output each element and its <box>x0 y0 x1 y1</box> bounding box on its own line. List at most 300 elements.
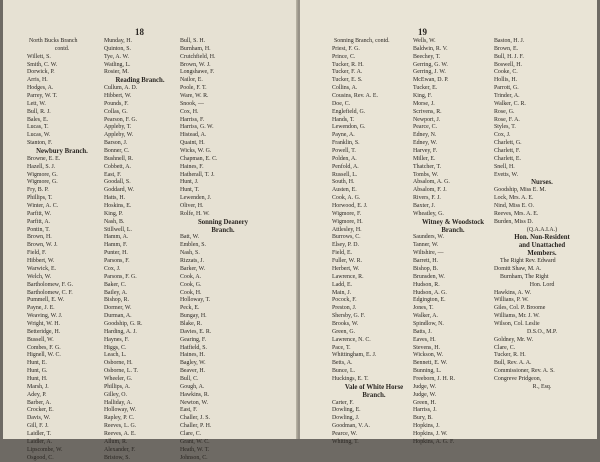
list-item: Parrott, G. <box>494 85 519 92</box>
list-item: Tucker, R. H. <box>332 61 364 68</box>
name-column <box>332 38 416 447</box>
list-item: Stanton, F. <box>27 140 53 147</box>
list-item: Lipscombe, W. <box>27 446 63 453</box>
list-item: Brown, W. J. <box>180 61 211 68</box>
list-item: Bishop, R. <box>104 297 130 304</box>
list-item: Hopkins, A. G. F. <box>413 438 455 445</box>
list-item: Morse, J. <box>413 100 435 107</box>
list-item: Peck, E. <box>180 305 200 312</box>
list-item: Hibbert, W. <box>104 93 132 100</box>
list-item: Bury, B. <box>413 415 433 422</box>
list-item: The Right Rev. Edward <box>500 258 556 265</box>
list-item: Austen, E. <box>332 187 357 194</box>
list-item: Warwick, E. <box>27 265 57 272</box>
section-heading: Reading Branch. <box>115 77 165 85</box>
list-item: Nind, Miss E. O. <box>494 203 534 210</box>
list-item: Rose, G. <box>494 108 515 115</box>
list-item: Hoskins, E. <box>104 203 132 210</box>
section-heading: Members. <box>527 250 557 258</box>
list-item: Willians, P. W. <box>494 297 529 304</box>
list-item: Harriss, G. W. <box>180 124 214 131</box>
list-item: Burden, Miss D. <box>494 218 533 225</box>
list-item: Penfold, A. <box>332 163 359 170</box>
list-item: Davies, E. R. <box>180 328 212 335</box>
list-item: Barrett, H. <box>413 258 439 265</box>
list-item: Franklin, S. <box>332 140 360 147</box>
list-item: Prince, C. <box>332 53 356 60</box>
list-item: Elsey, P. D. <box>332 242 359 249</box>
list-item: Oliver, H. <box>180 203 204 210</box>
list-item: Cook, H. <box>180 289 202 296</box>
list-item: Freeborn, J. H. R. <box>413 375 456 382</box>
list-item: Pocock, F. <box>332 297 357 304</box>
list-item: Hon. Lord <box>529 281 555 288</box>
list-item: Lawrence, N. C. <box>332 336 371 343</box>
list-item: Brown, W. J. <box>27 242 58 249</box>
list-item: Holloway, T. <box>180 297 211 304</box>
list-item: Appleby, W. <box>104 132 134 139</box>
section-heading: Branch. <box>441 226 465 234</box>
list-item: Sonning Branch, contd. <box>334 38 390 44</box>
list-item: Tucker, E. S. <box>332 77 363 84</box>
list-item: Hawkins, A. W. <box>494 289 532 296</box>
list-item: Main, J. <box>332 289 352 296</box>
list-item: King, F. <box>413 93 433 100</box>
list-item: Combes, F. G. <box>27 344 61 351</box>
list-item: Wiltshire, — <box>413 250 444 257</box>
list-item: Williams, Mr. J. W. <box>494 313 540 320</box>
list-item: Quinton, S. <box>104 45 132 52</box>
list-item: Bull, S. H. <box>180 38 206 44</box>
list-item: Field, F. <box>27 250 47 257</box>
page-number: 19 <box>418 27 427 37</box>
list-item: Challer, P. H. <box>180 423 212 430</box>
section-heading: and Unattached <box>518 242 566 250</box>
list-item: (Q.A.A.I.A.) <box>526 226 558 233</box>
list-item: Stevens, H. <box>413 344 440 351</box>
list-item: East, F. <box>180 407 198 414</box>
list-item: Gerring, G. W. <box>413 61 448 68</box>
list-item: Hazell, S. J. <box>27 163 56 170</box>
list-item: Snell, H. <box>494 163 515 170</box>
list-item: Harvey, F. <box>413 148 438 155</box>
list-item: Field, E. <box>332 250 353 257</box>
list-item: Nailor, E. <box>180 77 203 84</box>
section-heading: Branch. <box>211 226 235 234</box>
list-item: Walker, C. R. <box>494 100 526 107</box>
list-item: Bartholomew, F. G. <box>27 281 74 288</box>
list-item: Beaver, H. <box>180 368 206 375</box>
list-item: Cousins, Rev. A. E. <box>332 93 378 100</box>
list-item: Hunt, J. <box>180 179 199 186</box>
list-item: Baxter, J. <box>413 203 436 210</box>
list-item: Pace, T. <box>332 344 351 351</box>
list-item: Hatherall, T. J. <box>180 171 215 178</box>
list-item: Weaving, W. J. <box>27 313 63 320</box>
list-item: Collas, G. <box>104 108 128 115</box>
list-item: Bunning, L. <box>413 368 442 375</box>
list-item: Hawkins, R. <box>180 391 210 398</box>
list-item: Charlett, G. <box>494 140 522 147</box>
list-item: Bull, Rev. A. A. <box>494 360 532 367</box>
list-item: Hudson, R. <box>413 281 440 288</box>
list-item: Cook, A. G. <box>332 195 361 202</box>
name-column <box>27 38 97 462</box>
list-item: Harding, A. J. <box>104 328 137 335</box>
list-item: Haines, F. <box>180 163 204 170</box>
list-item: Hignell, W. C. <box>27 352 61 359</box>
list-item: Tanner, W. <box>413 242 439 249</box>
list-item: Cox, H. <box>180 108 199 115</box>
list-item: Barker, W. <box>180 265 206 272</box>
list-item: Cox, J. <box>104 265 121 272</box>
list-item: Brown, E. <box>494 45 519 52</box>
list-item: Marsh, J. <box>27 383 49 390</box>
list-item: Batts, J. <box>413 328 432 335</box>
list-item: Englefield, G. <box>332 108 366 115</box>
list-item: Lewenden, J. <box>180 195 212 202</box>
left-page <box>3 0 299 461</box>
list-item: Rosier, M. <box>104 69 129 76</box>
list-item: Thatcher, T. <box>413 163 442 170</box>
list-item: Smith, C. W. <box>27 61 58 68</box>
list-item: Dowling, E. <box>332 407 361 414</box>
name-column <box>104 38 176 462</box>
list-item: Gill, F. J. <box>27 423 49 430</box>
list-item: Hunt, E. <box>27 360 47 367</box>
list-item: Hamm, F. <box>104 242 128 249</box>
list-item: Dorwick, P. <box>27 69 55 76</box>
list-item: Bull, H. J. F. <box>494 53 524 60</box>
list-item: Lett, W. <box>27 100 46 107</box>
list-item: Giles, Col. P. Broome <box>494 305 546 312</box>
list-item: Tye, A. W. <box>104 53 129 60</box>
list-item: Boswell, H. <box>494 61 522 68</box>
list-item: Bailey, A. <box>104 289 128 296</box>
list-item: Baker, C. <box>104 281 127 288</box>
list-item: Bonner, C. <box>104 148 130 155</box>
list-item: Laidler, A. <box>27 438 53 445</box>
list-item: Tucker, R. H. <box>494 352 526 359</box>
list-item: Reeves, A. E. <box>104 430 136 437</box>
list-item: contd. <box>54 45 70 52</box>
list-item: Parsons, F. <box>104 258 130 265</box>
list-item: Pearson, F. G. <box>104 116 138 123</box>
list-item: Polden, A. <box>332 155 357 162</box>
list-item: Nash, S. <box>180 250 200 257</box>
list-item: Huckings, E. T. <box>332 375 369 382</box>
list-item: Miller, E. <box>413 155 436 162</box>
list-item: Cullum, A. D. <box>104 85 138 92</box>
list-item: Absalom, A. G. <box>413 179 450 186</box>
list-item: North Bucks Branch <box>29 38 78 44</box>
list-item: Saunders, W. <box>413 234 444 241</box>
list-item: South, H. <box>332 179 355 186</box>
list-item: Edgington, E. <box>413 297 446 304</box>
list-item: Wheeler, G. <box>104 375 133 382</box>
list-item: Cox, J. <box>494 132 511 139</box>
list-item: Laidler, T. <box>27 430 52 437</box>
list-item: Clare, C. <box>494 344 516 351</box>
list-item: Absalom, F. J. <box>413 187 447 194</box>
list-item: Challer, J. S. <box>180 415 211 422</box>
list-item: Higgs, C. <box>104 344 127 351</box>
list-item: Allum, R. <box>104 438 128 445</box>
list-item: Nash, B. <box>104 218 125 225</box>
list-item: D.S.O., M.P. <box>527 328 557 335</box>
name-column <box>413 38 493 447</box>
list-item: Dormer, W. <box>104 305 132 312</box>
list-item: Grant, W. C. <box>180 438 210 445</box>
list-item: Durman, A. <box>104 313 132 320</box>
list-item: Hunt, G. <box>27 368 48 375</box>
list-item: Cook, G. <box>180 281 202 288</box>
list-item: Newton, W. <box>180 399 208 406</box>
list-item: Osborne, H. <box>104 360 133 367</box>
list-item: Pummell, E. W. <box>27 297 65 304</box>
list-item: Punter, H. <box>104 250 128 257</box>
section-heading: Vale of White Horse <box>344 383 404 391</box>
right-page <box>300 0 597 445</box>
list-item: Wicks, W. G. <box>180 148 212 155</box>
list-item: Crocker, E. <box>27 407 54 414</box>
list-item: Bishop, B. <box>413 265 439 272</box>
list-item: Goodman, V. A. <box>332 423 370 430</box>
list-item: McEwan, D. P. <box>413 77 449 84</box>
list-item: Domitt Shaw, M. A. <box>494 265 542 272</box>
list-item: Clare, C. <box>180 430 202 437</box>
list-item: Hibbert, W. <box>27 258 55 265</box>
list-item: Doe, C. <box>332 100 351 107</box>
list-item: Cooke, C. <box>494 69 518 76</box>
list-item: Green, H. <box>413 399 437 406</box>
list-item: Crutchfield, H. <box>180 53 216 60</box>
list-item: Wilson, Col. Leslie <box>494 320 540 327</box>
list-item: Bennett, E. W. <box>413 360 448 367</box>
list-item: Attlesley, H. <box>332 226 362 233</box>
list-item: Ware, W. R. <box>180 93 209 100</box>
name-column <box>494 38 590 392</box>
list-item: Wright, W. H. <box>27 320 60 327</box>
list-item: Goodship, Miss E. M. <box>494 187 547 194</box>
list-item: Phillips, A. <box>104 383 131 390</box>
list-item: Alexander, F. <box>104 446 136 453</box>
list-item: Tucker, E. <box>413 85 438 92</box>
section-heading: Nurses. <box>531 179 553 187</box>
list-item: Spindlow, N. <box>413 320 444 327</box>
list-item: Newport, J. <box>413 116 441 123</box>
section-heading: Hon. Non-Resident <box>514 234 570 242</box>
list-item: Betts, A. <box>332 360 353 367</box>
list-item: Priest, F. G. <box>332 45 360 52</box>
list-item: Hollis, H. <box>494 77 518 84</box>
list-item: Rose, F. A. <box>494 116 520 123</box>
list-item: Parsons, F. G. <box>104 273 137 280</box>
list-item: Rivers, F. J. <box>413 195 441 202</box>
list-item: Gilley, O. <box>104 391 128 398</box>
list-item: Scrivens, R. <box>413 108 442 115</box>
list-item: Hopkins, J. W. <box>413 430 448 437</box>
list-item: Parfitt, W. <box>27 210 52 217</box>
list-item: Bull, C. <box>180 375 199 382</box>
list-item: Dowling, J. <box>332 415 360 422</box>
list-item: Ladd, E. <box>332 281 353 288</box>
list-item: Johnson, C. <box>180 454 208 461</box>
list-item: Pounds, F. <box>104 100 129 107</box>
list-item: Harriss, F. <box>180 116 205 123</box>
list-item: Whiting, T. <box>332 438 359 445</box>
list-item: Browne, E. E. <box>27 155 61 162</box>
list-item: Wells, W. <box>413 38 436 44</box>
list-item: Phillips, T. <box>27 195 53 202</box>
list-item: Hunt, T. <box>180 187 200 194</box>
list-item: Hopkins, J. <box>413 423 440 430</box>
list-item: Cobbett, A. <box>104 163 131 170</box>
list-item: Wigmore, G. <box>27 171 58 178</box>
list-item: Hudson, A. G. <box>413 289 447 296</box>
list-item: Poole, F. T. <box>180 85 207 92</box>
list-item: Haynes, F. <box>104 336 129 343</box>
list-item: Pontin, T. <box>27 226 50 233</box>
list-item: Hatfield, S. <box>180 344 207 351</box>
list-item: Quaint, H. <box>180 140 205 147</box>
list-item: Carter, F. <box>332 399 354 406</box>
list-item: Harriss, J. <box>413 407 437 414</box>
list-item: Leach, L. <box>104 352 127 359</box>
list-item: Bushnell, R. <box>104 155 134 162</box>
list-item: Reeves, Mrs. A. E. <box>494 210 539 217</box>
list-item: Rolfe, H. W. <box>180 210 210 217</box>
list-item: Styles, T. <box>494 124 516 131</box>
list-item: Bagley, W. <box>180 360 206 367</box>
list-item: Edney, W. <box>413 140 437 147</box>
list-item: Walker, A. <box>413 313 438 320</box>
list-item: Tucker, F. A. <box>332 69 363 76</box>
list-item: Rapley, P. C. <box>104 415 135 422</box>
list-item: Bungay, H. <box>180 313 207 320</box>
list-item: Blake, R. <box>180 320 203 327</box>
list-item: Burrows, C. <box>332 234 361 241</box>
list-item: Green, G. <box>332 328 356 335</box>
list-item: Adey, P. <box>27 391 47 398</box>
list-item: Lucas, T. <box>27 124 49 131</box>
list-item: Goddard, W. <box>104 187 134 194</box>
list-item: Pearce, C. <box>413 124 438 131</box>
list-item: Bristow, S. <box>104 454 130 461</box>
list-item: Rizzats, J. <box>180 258 205 265</box>
list-item: Goodall, S. <box>104 179 131 186</box>
list-item: Preston, J. <box>332 305 357 312</box>
list-item: Charlett, E. <box>494 155 521 162</box>
list-item: Pearce, W. <box>332 430 358 437</box>
list-item: Brunsden, W. <box>413 273 445 280</box>
list-item: Hodges, A. <box>27 85 54 92</box>
list-item: Haines, H. <box>180 352 206 359</box>
list-item: Hands, T. <box>332 116 355 123</box>
list-item: Chapman, E. C. <box>180 155 218 162</box>
list-item: Evetts, W. <box>494 171 519 178</box>
list-item: King, P. <box>104 210 123 217</box>
list-item: Barson, J. <box>104 140 128 147</box>
list-item: Tombs, W. <box>413 171 439 178</box>
list-item: Parrey, W. T. <box>27 93 58 100</box>
list-item: Gerring, J. W. <box>413 69 446 76</box>
list-item: Edney, N. <box>413 132 437 139</box>
list-item: Wigmore, G. <box>27 179 58 186</box>
list-item: Whittingham, E. J. <box>332 352 377 359</box>
list-item: Beechey, T. <box>413 53 441 60</box>
list-item: Goodship, G. R. <box>104 320 143 327</box>
list-item: Parfitt, A. <box>27 218 51 225</box>
list-item: Stillwell, L. <box>104 226 132 233</box>
list-item: Bartholomew, C. F. <box>27 289 73 296</box>
list-item: Herbert, W. <box>332 265 360 272</box>
list-item: R., Esq. <box>532 383 552 390</box>
list-item: Willett, S. <box>27 53 51 60</box>
list-item: Cook, A. <box>180 273 202 280</box>
list-item: Fry, B. P. <box>27 187 49 194</box>
list-item: Burnham, The Right <box>500 273 549 280</box>
list-item: Bussell, W. <box>27 336 54 343</box>
list-item: Barber, A. <box>27 399 52 406</box>
list-item: Wickson, W. <box>413 352 444 359</box>
list-item: Wheatley, G. <box>413 210 444 217</box>
list-item: Judge, W. <box>413 391 437 398</box>
list-item: Bunce, L. <box>332 368 356 375</box>
section-heading: Branch. <box>362 391 386 399</box>
list-item: Arris, H. <box>27 77 48 84</box>
list-item: Histead, A. <box>180 132 207 139</box>
list-item: Brooks, W. <box>332 320 359 327</box>
list-item: Wigmore, H. <box>332 218 363 225</box>
list-item: Munday, H. <box>104 38 132 44</box>
list-item: Davis, W. <box>27 415 51 422</box>
list-item: Watling, L. <box>104 61 131 68</box>
list-item: Jones, T. <box>413 305 434 312</box>
list-item: Hatts, H. <box>104 195 126 202</box>
list-item: Wigmore, F. <box>332 210 362 217</box>
list-item: Bull, R. J. <box>27 108 51 115</box>
list-item: Baston, H. J. <box>494 38 525 44</box>
section-heading: Sonning Deanery <box>197 218 249 226</box>
list-item: Goldney, Mr. W. <box>494 336 534 343</box>
list-item: Powell, T. <box>332 148 356 155</box>
list-item: Gough, A. <box>180 383 205 390</box>
list-item: Payne, A. <box>332 132 355 139</box>
list-item: Betteridge, H. <box>27 328 61 335</box>
list-item: Shersby, G. F. <box>332 313 366 320</box>
list-item: Russell, L. <box>332 171 358 178</box>
page-number: 18 <box>135 27 144 37</box>
list-item: Halliday, A. <box>104 399 133 406</box>
list-item: Appleby, T. <box>104 124 132 131</box>
list-item: Judge, W. <box>413 383 437 390</box>
list-item: Osgood, C. <box>27 454 54 461</box>
list-item: Trinder, A. <box>494 93 520 100</box>
list-item: Burnham, H. <box>180 45 211 52</box>
list-item: Lock, Mrs. A. E. <box>494 195 534 202</box>
list-item: Payne, J. E. <box>27 305 55 312</box>
list-item: Charlett, F. <box>494 148 521 155</box>
section-heading: Witney & Woodstock <box>421 218 485 226</box>
list-item: Horwood, E. J. <box>332 203 368 210</box>
list-item: Baldwin, R. V. <box>413 45 448 52</box>
list-item: Collins, A. <box>332 85 358 92</box>
list-item: Welch, W. <box>27 273 52 280</box>
list-item: Commissioner, Rev. A. S. <box>494 368 555 375</box>
list-item: Hunt, H. <box>27 375 48 382</box>
list-item: Lewendon, G. <box>332 124 366 131</box>
